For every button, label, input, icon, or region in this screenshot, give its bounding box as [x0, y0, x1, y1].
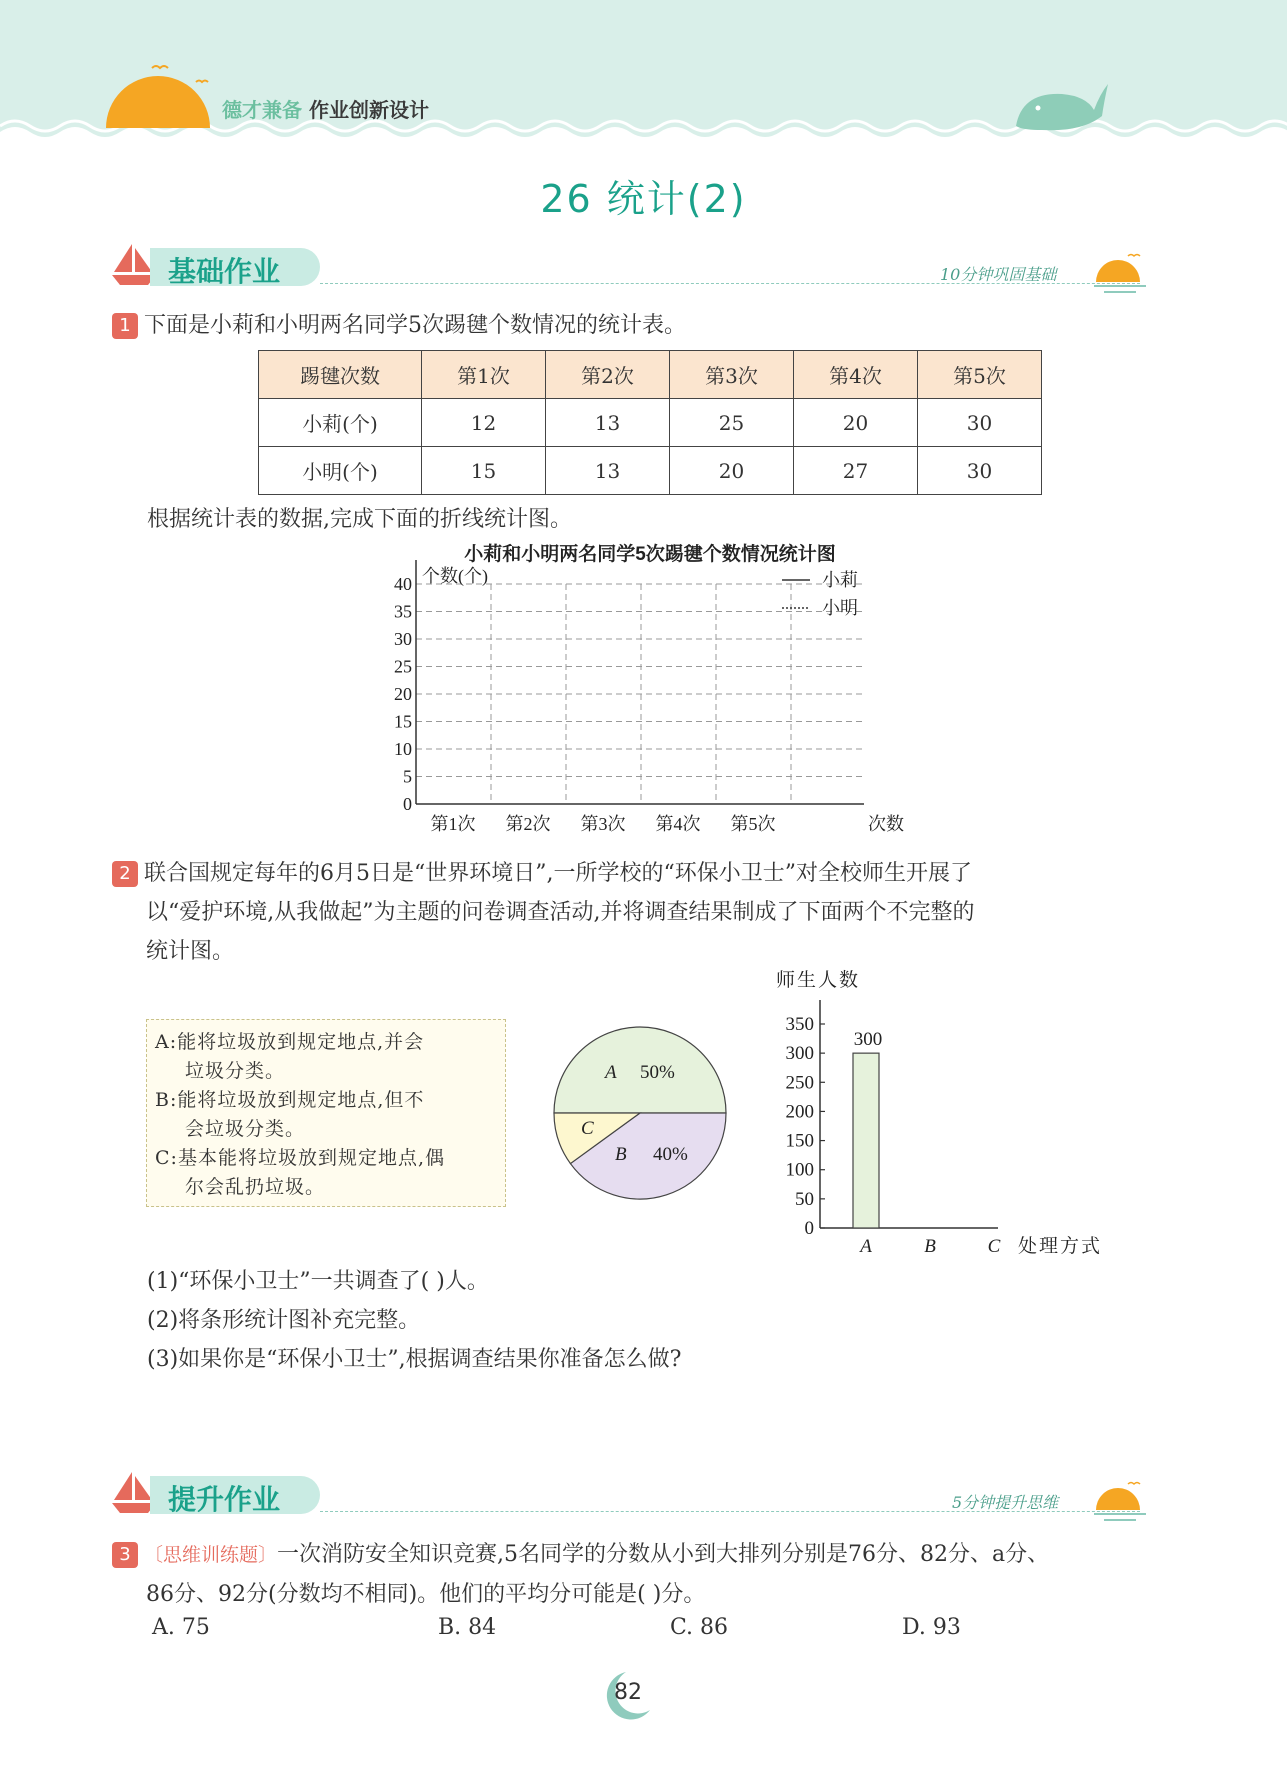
table-cell: 25	[670, 399, 794, 447]
section-title-basic: 基础作业	[168, 255, 281, 288]
pie-value-a: 50%	[640, 1062, 675, 1083]
table-header-cell: 第4次	[794, 351, 918, 399]
x-tick-label: C	[987, 1236, 1001, 1257]
question-1	[112, 308, 686, 339]
sun-logo-icon	[104, 60, 214, 130]
x-tick-label: 第4次	[655, 814, 701, 834]
legend-label: 小莉	[822, 570, 858, 590]
y-tick-label: 300	[785, 1043, 814, 1065]
sub-questions	[147, 1262, 681, 1379]
sub-question: (3)如果你是“环保小卫士”,根据调查结果你准备怎么做?	[147, 1347, 682, 1372]
table-header-cell: 踢毽次数	[259, 351, 422, 399]
sub-question: (2)将条形统计图补充完整。	[147, 1308, 421, 1333]
question-tag: 〔思维训练题〕	[144, 1544, 278, 1566]
question-2-line: 统计图。	[146, 939, 235, 964]
table-header-row	[259, 351, 1042, 399]
table-cell: 13	[546, 447, 670, 495]
option-b: B. 84	[438, 1615, 497, 1640]
x-tick-label: 第3次	[580, 814, 626, 834]
question-number: 1	[112, 313, 138, 339]
legend-line: 会垃圾分类。	[185, 1118, 306, 1140]
page-title: 26 统计(2)	[540, 177, 747, 221]
y-tick-label: 100	[785, 1159, 814, 1181]
page-number: 82	[614, 1680, 642, 1705]
table-cell: 20	[794, 399, 918, 447]
question-3-line: 86分、92分(分数均不相同)。他们的平均分可能是( )分。	[146, 1582, 706, 1607]
question-3	[112, 1535, 1049, 1614]
chart-title: 小莉和小明两名同学5次踢毽个数情况统计图	[464, 544, 836, 565]
chart-instruction: 根据统计表的数据,完成下面的折线统计图。	[147, 507, 572, 532]
y-tick-label: 30	[394, 629, 412, 649]
y-tick-label: 35	[394, 601, 412, 622]
question-2-text: 联合国规定每年的6月5日是“世界环境日”,一所学校的“环保小卫士”对全校师生开展了	[144, 861, 972, 886]
table-cell: 13	[546, 399, 670, 447]
sunset-icon	[1092, 1480, 1148, 1528]
table-cell: 小莉(个)	[259, 399, 422, 447]
table-cell: 27	[794, 447, 918, 495]
table-row	[259, 447, 1042, 495]
table-row	[259, 399, 1042, 447]
legend-line: 垃圾分类。	[185, 1060, 286, 1082]
table-cell: 30	[918, 399, 1042, 447]
x-tick-label: 第1次	[430, 814, 476, 834]
y-tick-label: 5	[403, 766, 412, 787]
question-number: 2	[112, 861, 138, 887]
legend-line: A:能将垃圾放到规定地点,并会	[155, 1031, 425, 1053]
y-tick-label: 20	[394, 684, 412, 704]
option-d: D. 93	[902, 1615, 961, 1640]
y-tick-label: 0	[804, 1218, 814, 1239]
x-axis-label: 次数	[868, 814, 904, 834]
option-c: C. 86	[670, 1615, 729, 1640]
section-hint-basic: 10分钟巩固基础	[940, 265, 1057, 284]
option-a: A. 75	[152, 1615, 210, 1640]
sub-question: (1)“环保小卫士”一共调查了( )人。	[147, 1269, 489, 1294]
table-header-cell: 第2次	[546, 351, 670, 399]
legend-line: C:基本能将垃圾放到规定地点,偶	[155, 1147, 445, 1169]
table-cell: 小明(个)	[259, 447, 422, 495]
pie-label-a: A	[605, 1062, 617, 1083]
y-tick-label: 25	[394, 656, 412, 677]
y-axis-label: 师生人数	[776, 970, 861, 991]
y-tick-label: 150	[785, 1130, 814, 1152]
section-title-advanced: 提升作业	[168, 1483, 281, 1516]
question-2-line: 以“爱护环境,从我做起”为主题的问卷调查活动,并将调查结果制成了下面两个不完整的	[146, 900, 975, 925]
pie-value-b: 40%	[653, 1144, 688, 1165]
x-axis-label: 处理方式	[1018, 1236, 1103, 1257]
pie-label-c: C	[581, 1118, 594, 1139]
bar-chart	[760, 964, 1130, 1264]
legend-line: 尔会乱扔垃圾。	[185, 1176, 326, 1198]
question-number: 3	[112, 1542, 138, 1568]
y-tick-label: 200	[785, 1101, 814, 1123]
x-tick-label: 第2次	[505, 814, 551, 834]
table-cell: 20	[670, 447, 794, 495]
table-header-cell: 第5次	[918, 351, 1042, 399]
y-tick-label: 15	[394, 711, 412, 732]
y-tick-label: 0	[403, 794, 412, 814]
y-tick-label: 50	[795, 1188, 814, 1210]
pie-chart	[545, 1018, 735, 1208]
question-3-line	[112, 1535, 1049, 1575]
bar-value-label: 300	[853, 1029, 883, 1051]
pie-label-b: B	[615, 1144, 627, 1165]
question-3-text: 一次消防安全知识竞赛,5名同学的分数从小到大排列分别是76分、82分、a分、	[277, 1542, 1050, 1567]
question-1-text: 下面是小莉和小明两名同学5次踢毽个数情况的统计表。	[144, 313, 686, 338]
table-cell: 30	[918, 447, 1042, 495]
y-tick-label: 350	[785, 1014, 814, 1035]
section-hint-advanced: 5分钟提升思维	[952, 1493, 1059, 1512]
answer-legend-box	[146, 1019, 506, 1207]
y-tick-label: 10	[394, 739, 412, 759]
y-tick-label: 40	[394, 574, 412, 594]
whale-icon	[1012, 76, 1112, 134]
x-tick-label: B	[924, 1236, 936, 1257]
sunset-icon	[1092, 252, 1148, 300]
y-axis-label: 个数(个)	[422, 566, 488, 586]
y-tick-label: 250	[785, 1072, 814, 1094]
brand-title	[222, 94, 429, 123]
table-cell: 15	[422, 447, 546, 495]
question-2	[112, 854, 974, 971]
x-tick-label: 第5次	[730, 814, 776, 834]
brand-green: 德才兼备	[222, 98, 302, 122]
bar-a	[853, 1053, 879, 1228]
legend-line: B:能将垃圾放到规定地点,但不	[155, 1089, 425, 1111]
kick-stats-table	[258, 350, 1042, 495]
table-header-cell: 第1次	[422, 351, 546, 399]
brand-dark: 作业创新设计	[308, 98, 429, 122]
legend-label: 小明	[822, 598, 858, 618]
line-chart	[370, 536, 930, 836]
table-header-cell: 第3次	[670, 351, 794, 399]
table-cell: 12	[422, 399, 546, 447]
question-2-line	[112, 854, 974, 893]
x-tick-label: A	[860, 1236, 872, 1257]
